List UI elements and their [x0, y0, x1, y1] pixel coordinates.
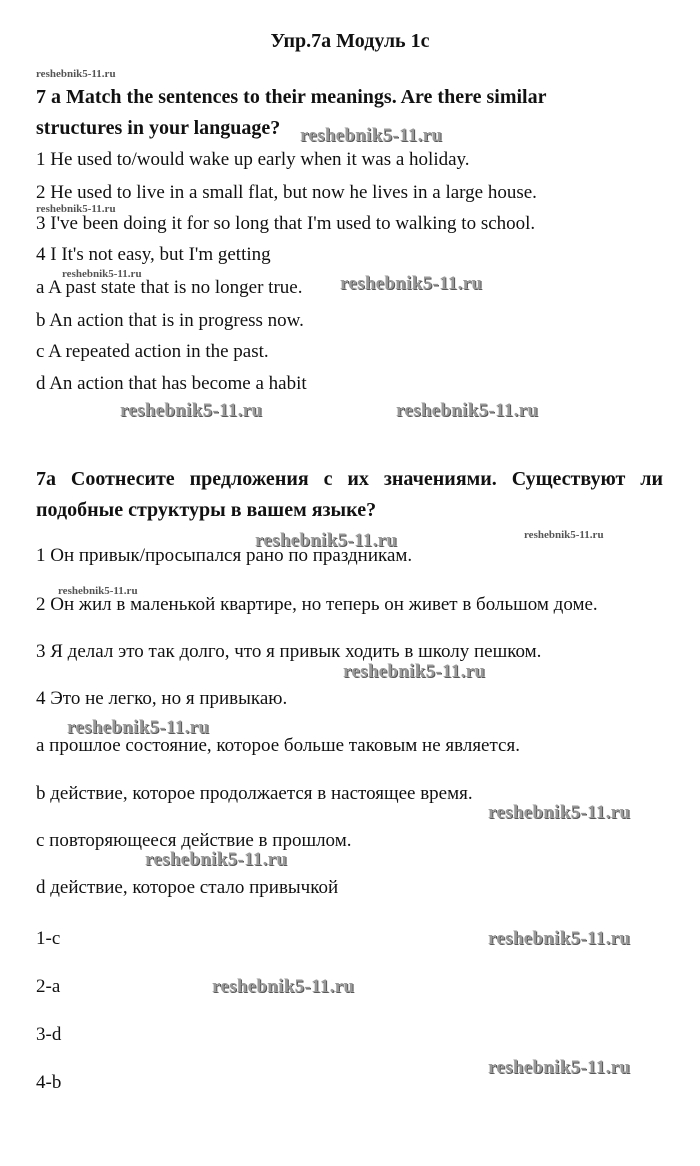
watermark-text: reshebnik5-11.ru — [255, 530, 398, 551]
english-sentence-1: 1 He used to/would wake up early when it was a holiday. — [36, 149, 470, 170]
russian-meaning-b: b действие, которое продолжается в настоящее время. — [36, 783, 473, 804]
watermark-text: reshebnik5-11.ru — [58, 585, 138, 597]
watermark-text: reshebnik5-11.ru — [36, 68, 116, 80]
english-meaning-c: c A repeated action in the past. — [36, 341, 269, 362]
watermark-text: reshebnik5-11.ru — [67, 717, 210, 738]
russian-sentence-3: 3 Я делал это так долго, что я привык ходить в школу пешком. — [36, 641, 542, 662]
english-heading-line2: structures in your language? — [36, 117, 281, 139]
watermark-text: reshebnik5-11.ru — [62, 268, 142, 280]
watermark-text: reshebnik5-11.ru — [488, 1057, 631, 1078]
russian-heading-line1: 7а Соотнесите предложения с их значениями. Существуют ли — [36, 468, 663, 490]
answer-2: 2-a — [36, 976, 61, 997]
russian-meaning-d: d действие, которое стало привычкой — [36, 877, 339, 898]
english-heading-line1: 7 a Match the sentences to their meanings. Are there similar — [36, 86, 547, 108]
watermark-text: reshebnik5-11.ru — [343, 661, 486, 682]
russian-sentence-2: 2 Он жил в маленькой квартире, но теперь он живет в большом доме. — [36, 594, 598, 615]
watermark-text: reshebnik5-11.ru — [145, 849, 288, 870]
russian-heading-line2: подобные структуры в вашем языке? — [36, 499, 377, 521]
watermark-text: reshebnik5-11.ru — [396, 400, 539, 421]
watermark-text: reshebnik5-11.ru — [300, 125, 443, 146]
russian-sentence-4: 4 Это не легко, но я привыкаю. — [36, 688, 288, 709]
watermark-text: reshebnik5-11.ru — [36, 203, 116, 215]
watermark-text: reshebnik5-11.ru — [212, 976, 355, 997]
watermark-text: reshebnik5-11.ru — [340, 273, 483, 294]
english-meaning-d: d An action that has become a habit — [36, 373, 307, 394]
english-meaning-a: a A past state that is no longer true. — [36, 277, 303, 298]
answer-1: 1-c — [36, 928, 61, 949]
watermark-text: reshebnik5-11.ru — [524, 529, 604, 541]
english-sentence-3: 3 I've been doing it for so long that I'm used to walking to school. — [36, 213, 536, 234]
english-meaning-b: b An action that is in progress now. — [36, 310, 304, 331]
answer-3: 3-d — [36, 1024, 62, 1045]
russian-meaning-c: c повторяющееся действие в прошлом. — [36, 830, 352, 851]
answer-4: 4-b — [36, 1072, 62, 1093]
english-sentence-4: 4 I It's not easy, but I'm getting — [36, 244, 271, 265]
russian-sentence-1: 1 Он привык/просыпался рано по праздникам. — [36, 545, 413, 566]
russian-meaning-a: a прошлое состояние, которое больше таковым не является. — [36, 735, 520, 756]
watermark-text: reshebnik5-11.ru — [120, 400, 263, 421]
watermark-text: reshebnik5-11.ru — [488, 802, 631, 823]
english-sentence-2: 2 He used to live in a small flat, but now he lives in a large house. — [36, 182, 537, 203]
page-title: Упр.7а Модуль 1с — [270, 30, 430, 52]
watermark-text: reshebnik5-11.ru — [488, 928, 631, 949]
